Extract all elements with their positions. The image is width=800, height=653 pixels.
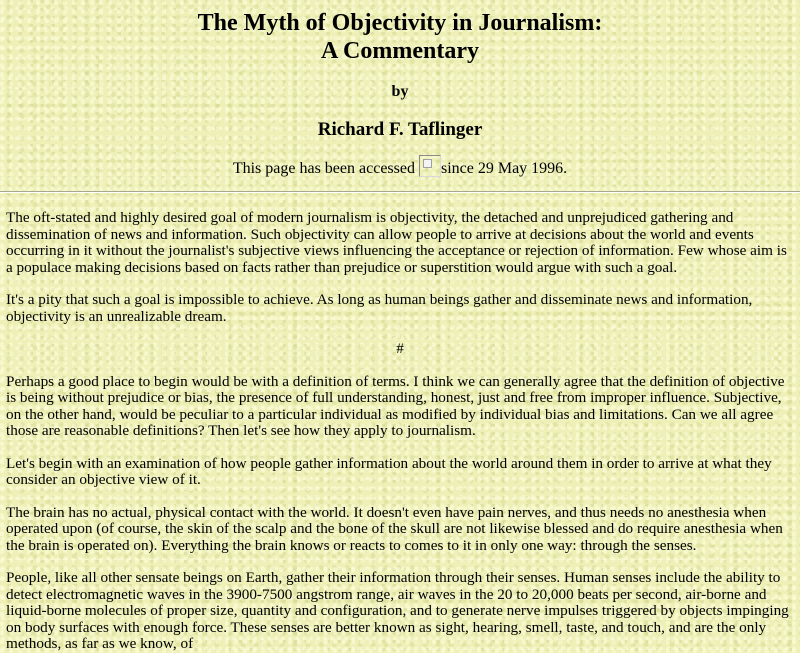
- paragraph-6: People, like all other sensate beings on Earth, gather their information through their senses. Human senses include the ability to detect electromagnetic waves in the 3900-7500 angstrom range, air waves in the 20 to 20,000 beats per second, air-borne and liquid-borne molecules of proper size, quantity and configuration, and to generate nerve impulses triggered by objects impinging on body surfaces with enough force. These senses are better known as sight, hearing, smell, taste, and touch, and are the only methods, as far as we know, of: [6, 569, 789, 652]
- paragraph-3: Perhaps a good place to begin would be with a definition of terms. I think we can generally agree that the definition of objective is being without prejudice or bias, the presence of full understanding, honest, just and free from improper influence. Subjective, on the other hand, would be peculiar to a particular individual as modified by individual bias and limitations. Can we all agree those are reasonable definitions? Then let's see how they apply to journalism.: [6, 372, 785, 439]
- broken-image-icon: [419, 155, 441, 177]
- title-line-1: The Myth of Objectivity in Journalism:: [197, 10, 603, 36]
- byline: by: [391, 83, 409, 100]
- title-line-2: A Commentary: [321, 38, 479, 64]
- page-title: [6, 9, 794, 65]
- horizontal-rule: [0, 191, 800, 193]
- section-separator: #: [396, 340, 404, 357]
- author-name: Richard F. Taflinger: [317, 119, 483, 140]
- paragraph-2: It's a pity that such a goal is impossible to achieve. As long as human beings gather and disseminate news and information, objectivity is an unrealizable dream.: [6, 291, 753, 325]
- paragraph-1: The oft-stated and highly desired goal of modern journalism is objectivity, the detached and unprejudiced gathering and dissemination of news and information. Such objectivity can allow people to arrive at decisions about the world and events occurring in it without the journalist's subjective views influencing the acceptance or rejection of information. Few whose aim is a populace making decisions based on facts rather than prejudice or superstition would argue with such a goal.: [6, 209, 787, 276]
- article-page: [0, 9, 800, 653]
- access-counter-prefix: This page has been accessed: [232, 160, 419, 177]
- paragraph-4: Let's begin with an examination of how people gather information about the world around them in order to arrive at what they consider an objective view of it.: [6, 454, 772, 488]
- access-counter-line: [6, 155, 794, 182]
- paragraph-5: The brain has no actual, physical contact with the world. It doesn't even have pain nerves, and thus needs no anesthesia when operated upon (of course, the skin of the scalp and the bone of the skull are not likewise blessed and do require anesthesia when the brain is operated on). Everything the brain knows or reacts to comes to it in only one way: through the senses.: [6, 503, 783, 554]
- access-counter-suffix: since 29 May 1996.: [440, 160, 568, 177]
